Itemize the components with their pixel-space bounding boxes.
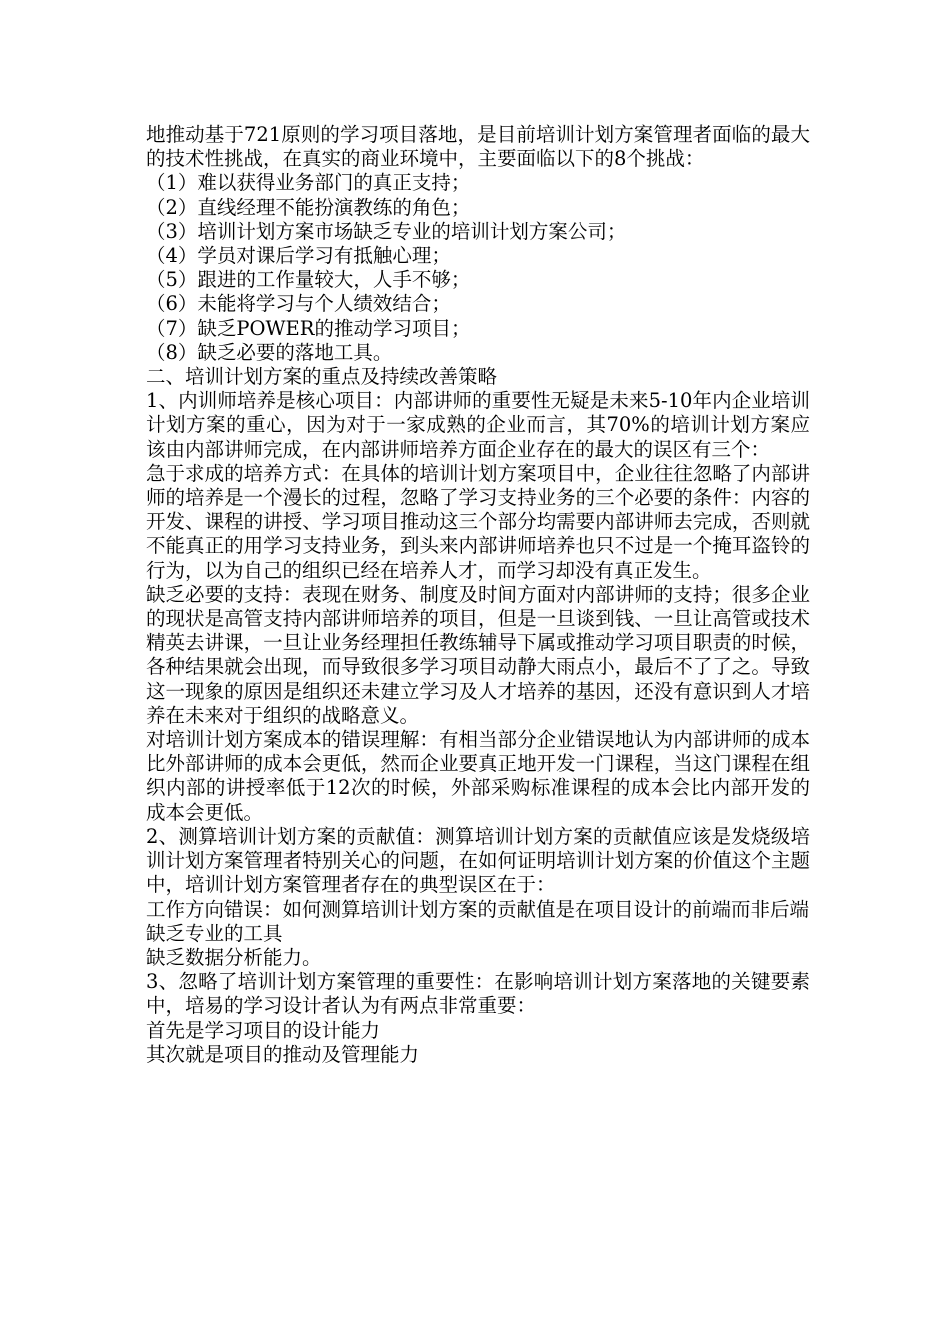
paragraph-lack-analysis: 缺乏数据分析能力。 — [146, 945, 322, 969]
paragraph-trainer-core: 1、内训师培养是核心项目：内部讲师的重要性无疑是未来5-10年内企业培训计划方案的重心，因为对于一家成熟的企业而言，其70%的培训计划方案应该由内部讲师完成，在内部讲师培养方面企业存在的最大的误区有三个： — [146, 389, 810, 461]
challenge-item-6: （6）未能将学习与个人绩效结合； — [146, 292, 451, 316]
challenge-item-7: （7）缺乏POWER的推动学习项目； — [146, 316, 471, 340]
paragraph-wrong-direction: 工作方向错误：如何测算培训计划方案的贡献值是在项目设计的前端而非后端 — [146, 897, 810, 921]
paragraph-lack-support: 缺乏必要的支持：表现在财务、制度及时间方面对内部讲师的支持；很多企业的现状是高管支持内部讲师培养的项目，但是一旦谈到钱、一旦让高管或技术精英去讲课，一旦让业务经理担任教练辅导下属或推动学习项目职责的时候，各种结果就会出现，而导致很多学习项目动静大雨点小，最后不了了之。导致这一现象的原因是组织还未建立学习及人才培养的基因，还没有意识到人才培养在未来对于组织的战略意义。 — [146, 582, 810, 727]
challenge-item-3: （3）培训计划方案市场缺乏专业的培训计划方案公司； — [146, 219, 627, 243]
paragraph-management-importance: 3、忽略了培训计划方案管理的重要性：在影响培训计划方案落地的关键要素中，培易的学习设计者认为有两点非常重要： — [146, 970, 810, 1018]
challenge-item-1: （1）难以获得业务部门的真正支持； — [146, 171, 471, 195]
paragraph-measure-contribution: 2、测算培训计划方案的贡献值：测算培训计划方案的贡献值应该是发烧级培训计划方案管理者特别关心的问题，在如何证明培训计划方案的价值这个主题中，培训计划方案管理者存在的典型误区在于： — [146, 824, 810, 897]
paragraph-cost-misunderstanding: 对培训计划方案成本的错误理解：有相当部分企业错误地认为内部讲师的成本比外部讲师的成本会更低，然而企业要真正地开发一门课程，当这门课程在组织内部的讲授率低于12次的时候，外部采购标准课程的成本会比内部开发的成本会更低。 — [146, 728, 810, 824]
challenge-item-4: （4）学员对课后学习有抵触心理； — [146, 244, 451, 268]
challenge-item-8: （8）缺乏必要的落地工具。 — [146, 340, 393, 364]
section-heading-2: 二、培训计划方案的重点及持续改善策略 — [146, 365, 498, 389]
challenge-item-2: （2）直线经理不能扮演教练的角色； — [146, 195, 471, 219]
document-body — [146, 123, 810, 1067]
paragraph-hasty-training: 急于求成的培养方式：在具体的培训计划方案项目中，企业往往忽略了内部讲师的培养是一个漫长的过程，忽略了学习支持业务的三个必要的条件：内容的开发、课程的讲授、学习项目推动这三个部分均需要内部讲师去完成，否则就不能真正的用学习支持业务，到头来内部讲师培养也只不过是一个掩耳盗铃的行为，以为自己的组织已经在培养人才，而学习却没有真正发生。 — [146, 461, 810, 582]
paragraph-intro: 地推动基于721原则的学习项目落地，是目前培训计划方案管理者面临的最大的技术性挑战，在真实的商业环境中，主要面临以下的8个挑战： — [146, 123, 810, 171]
challenge-item-5: （5）跟进的工作量较大，人手不够； — [146, 268, 471, 292]
paragraph-design-ability: 首先是学习项目的设计能力 — [146, 1018, 381, 1042]
paragraph-lack-tools: 缺乏专业的工具 — [146, 921, 283, 945]
paragraph-management-ability: 其次就是项目的推动及管理能力 — [146, 1042, 420, 1066]
